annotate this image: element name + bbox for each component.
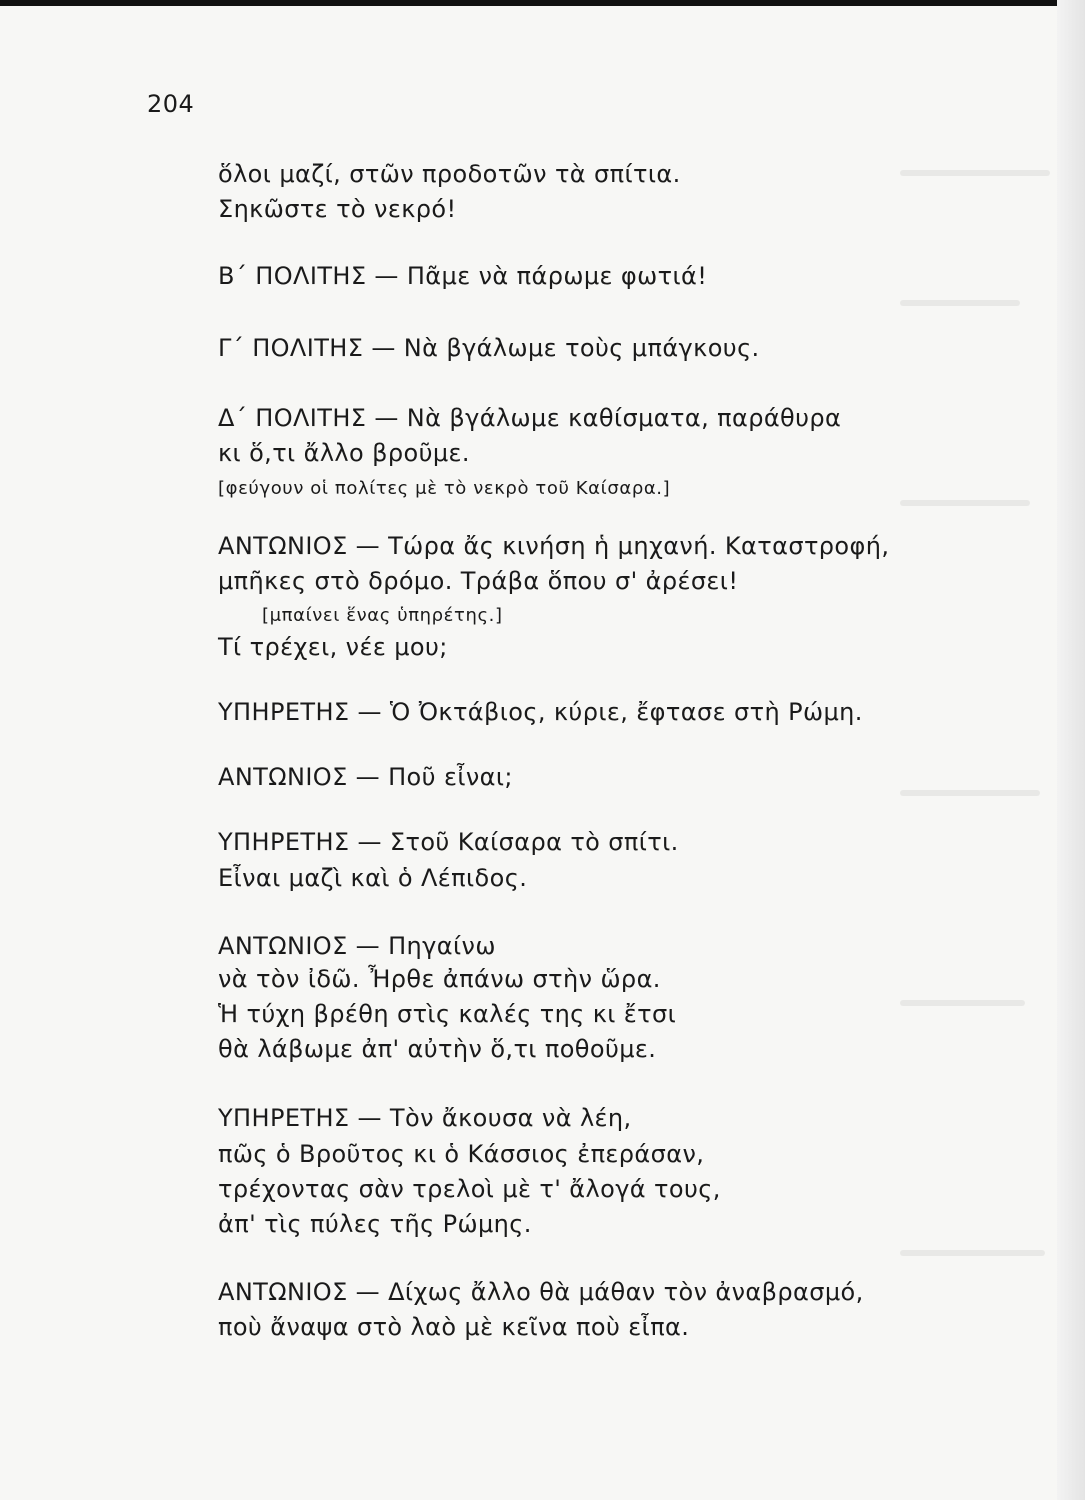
page-number: 204 — [147, 90, 195, 118]
text-line: μπῆκες στὸ δρόμο. Τράβα ὅπου σ' ἀρέσει! — [218, 567, 739, 595]
speech-line: ΑΝΤΩΝΙΟΣ — Πηγαίνω — [218, 932, 496, 960]
speech-line: ΑΝΤΩΝΙΟΣ — Τώρα ἄς κινήση ἡ μηχανή. Καταστροφή, — [218, 532, 890, 560]
stage-direction: [μπαίνει ἕνας ὑπηρέτης.] — [262, 605, 503, 626]
bleed-through-mark — [900, 1000, 1025, 1006]
speech-line: ΥΠΗΡΕΤΗΣ — Τὸν ἄκουσα νὰ λέη, — [218, 1104, 632, 1132]
text-line: Ἡ τύχη βρέθη στὶς καλές της κι ἔτσι — [218, 1000, 677, 1028]
right-page-edge — [1057, 0, 1085, 1500]
text-line: νὰ τὸν ἰδῶ. Ἦρθε ἀπάνω στὴν ὥρα. — [218, 965, 661, 993]
top-edge-shadow — [0, 0, 1085, 6]
bleed-through-mark — [900, 500, 1030, 506]
speech-line: ΥΠΗΡΕΤΗΣ — Ὁ Ὀκτάβιος, κύριε, ἔφτασε στὴ Ρώμη. — [218, 698, 863, 726]
stage-direction: [φεύγουν οἱ πολίτες μὲ τὸ νεκρὸ τοῦ Καίσαρα.] — [218, 478, 671, 499]
text-line: Εἶναι μαζὶ καὶ ὁ Λέπιδος. — [218, 864, 528, 892]
bleed-through-mark — [900, 1250, 1045, 1256]
speech-line: ΑΝΤΩΝΙΟΣ — Ποῦ εἶναι; — [218, 763, 513, 791]
speech-line: Γ΄ ΠΟΛΙΤΗΣ — Νὰ βγάλωμε τοὺς μπάγκους. — [218, 334, 760, 362]
text-line: πῶς ὁ Βροῦτος κι ὁ Κάσσιος ἐπεράσαν, — [218, 1140, 705, 1168]
bleed-through-mark — [900, 170, 1050, 176]
speech-line: ΥΠΗΡΕΤΗΣ — Στοῦ Καίσαρα τὸ σπίτι. — [218, 828, 679, 856]
text-line: τρέχοντας σὰν τρελοὶ μὲ τ' ἄλογά τους, — [218, 1175, 721, 1203]
text-line: ἀπ' τὶς πύλες τῆς Ρώμης. — [218, 1210, 532, 1238]
text-line: κι ὅ,τι ἄλλο βροῦμε. — [218, 439, 470, 467]
text-line: θὰ λάβωμε ἀπ' αὐτὴν ὅ,τι ποθοῦμε. — [218, 1035, 657, 1063]
bleed-through-mark — [900, 300, 1020, 306]
bleed-through-mark — [900, 790, 1040, 796]
text-line: Σηκῶστε τὸ νεκρό! — [218, 195, 457, 223]
text-line: Τί τρέχει, νέε μου; — [218, 633, 448, 661]
speech-line: Β΄ ΠΟΛΙΤΗΣ — Πᾶμε νὰ πάρωμε φωτιά! — [218, 262, 708, 290]
speech-line: ΑΝΤΩΝΙΟΣ — Δίχως ἄλλο θὰ μάθαν τὸν ἀναβρασμό, — [218, 1278, 864, 1306]
speech-line: Δ΄ ΠΟΛΙΤΗΣ — Νὰ βγάλωμε καθίσματα, παράθυρα — [218, 404, 842, 432]
text-line: ποὺ ἄναψα στὸ λαὸ μὲ κεῖνα ποὺ εἶπα. — [218, 1313, 690, 1341]
text-line: ὅλοι μαζί, στῶν προδοτῶν τὰ σπίτια. — [218, 160, 681, 188]
